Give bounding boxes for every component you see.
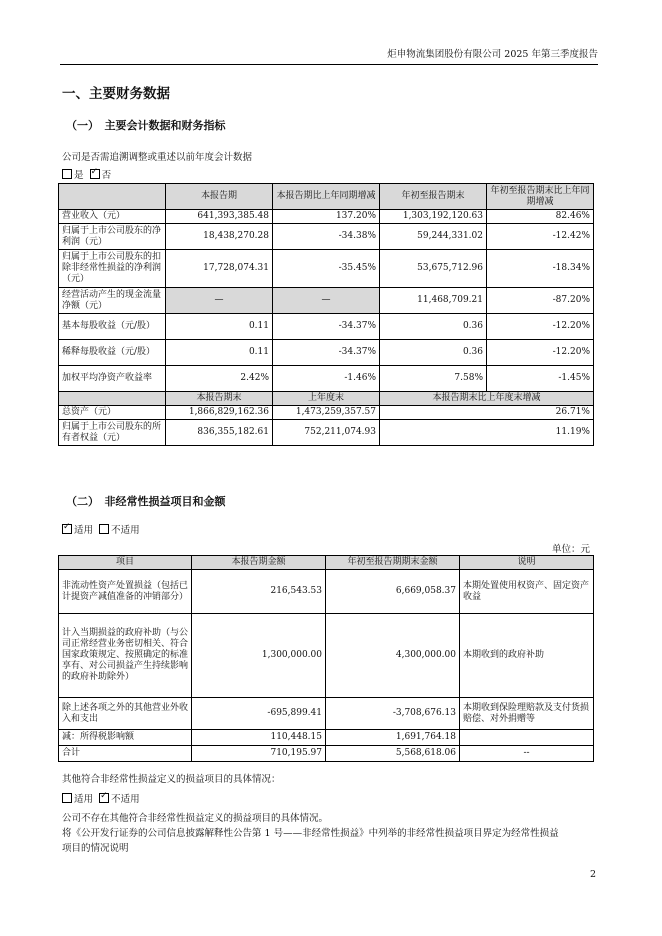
not-apply-checkbox[interactable]: [99, 524, 109, 534]
t1-header-3: 年初至报告期末: [380, 184, 487, 210]
other-not-apply-checkbox[interactable]: [99, 793, 109, 803]
t1-cell: 1,473,259,357.57: [273, 406, 380, 420]
t1-header2-1: 本报告期末: [166, 392, 273, 406]
t2-cell: 1,691,764.18: [326, 730, 460, 746]
t1-header-1: 本报告期: [166, 184, 273, 210]
other-not-apply-label: 不适用: [111, 794, 140, 805]
table-row: [59, 366, 594, 392]
t2-cell: 非流动性资产处置损益（包括已计提资产减值准备的冲销部分）: [59, 570, 192, 614]
note-line-2: 项目的情况说明: [62, 843, 129, 854]
table-row: [59, 406, 594, 420]
t2-cell: 5,568,618.06: [326, 746, 460, 762]
t2-cell: [460, 730, 594, 746]
other-items-line: 其他符合非经常性损益定义的损益项目的具体情况：: [62, 774, 281, 785]
apply-label: 适用: [74, 525, 94, 536]
t2-cell: 减：所得税影响额: [59, 730, 192, 746]
t1-cell: 752,211,074.93: [273, 420, 380, 446]
t2-cell: 110,448.15: [192, 730, 326, 746]
table-row: [59, 288, 594, 314]
t2-cell: 合计: [59, 746, 192, 762]
t1-cell: 17,728,074.31: [166, 250, 273, 288]
table-row: [59, 570, 594, 614]
t1-cell: 82.46%: [487, 210, 594, 224]
t1-header-4: 年初至报告期末比上年同期增减: [487, 184, 594, 210]
t2-header-0: 项目: [59, 556, 192, 570]
t1-cell: 11.19%: [380, 420, 594, 446]
table-row: [59, 746, 594, 762]
unit-label: 单位：元: [551, 544, 590, 555]
t1-cell: 稀释每股收益（元/股）: [59, 340, 166, 366]
t1-cell: 营业收入（元）: [59, 210, 166, 224]
t1-cell: —: [166, 288, 273, 314]
table-row: [59, 730, 594, 746]
t2-cell: --: [460, 746, 594, 762]
t2-header-2: 年初至报告期期末金额: [326, 556, 460, 570]
t2-cell: 4,300,000.00: [326, 614, 460, 698]
t2-cell: 本期处置使用权资产、固定资产收益: [460, 570, 594, 614]
t1-cell: 1,866,829,162.36: [166, 406, 273, 420]
t1-cell: -12.20%: [487, 314, 594, 340]
restate-options: [62, 167, 111, 181]
t2-cell: 1,300,000.00: [192, 614, 326, 698]
t1-cell: 基本每股收益（元/股）: [59, 314, 166, 340]
t1-header-0: [59, 184, 166, 210]
t1-cell: 归属于上市公司股东的扣除非经常性损益的净利润（元）: [59, 250, 166, 288]
t1-cell: 2.42%: [166, 366, 273, 392]
t1-cell: -34.37%: [273, 314, 380, 340]
t2-cell: 本期收到的政府补助: [460, 614, 594, 698]
subsection-1-title: （一） 主要会计数据和财务指标: [66, 119, 226, 132]
t1-cell: 0.11: [166, 314, 273, 340]
t1-cell: -1.46%: [273, 366, 380, 392]
t1-cell: -35.45%: [273, 250, 380, 288]
t1-cell: 0.36: [380, 314, 487, 340]
t2-cell: -3,708,676.13: [326, 698, 460, 730]
t1-cell: -34.38%: [273, 224, 380, 250]
t1-cell: 总资产（元）: [59, 406, 166, 420]
t1-cell: 26.71%: [380, 406, 594, 420]
table-row: [59, 614, 594, 698]
table-row: [59, 698, 594, 730]
table-row: [59, 420, 594, 446]
t1-header-2: 本报告期比上年同期增减: [273, 184, 380, 210]
table-row: [59, 250, 594, 288]
apply-checkbox[interactable]: [62, 524, 72, 534]
t1-cell: -18.34%: [487, 250, 594, 288]
t1-cell: 归属于上市公司股东的净利润（元）: [59, 224, 166, 250]
non-recurring-items-table: [58, 555, 594, 762]
t1-cell: 加权平均净资产收益率: [59, 366, 166, 392]
restate-no-label: 否: [101, 170, 112, 181]
t2-cell: 216,543.53: [192, 570, 326, 614]
t2-header-3: 说明: [460, 556, 594, 570]
table-row: [59, 314, 594, 340]
t1-cell: 1,303,192,120.63: [380, 210, 487, 224]
subsection-2-title: （二） 非经常性损益项目和金额: [66, 495, 226, 508]
table-row: [59, 210, 594, 224]
t1-cell: —: [273, 288, 380, 314]
t2-cell: 除上述各项之外的其他营业外收入和支出: [59, 698, 192, 730]
t2-header-1: 本报告期金额: [192, 556, 326, 570]
t1-cell: 7.58%: [380, 366, 487, 392]
t1-cell: 0.36: [380, 340, 487, 366]
t1-header2-0: [59, 392, 166, 406]
table-row: [59, 224, 594, 250]
t1-cell: 836,355,182.61: [166, 420, 273, 446]
t1-cell: 641,393,385.48: [166, 210, 273, 224]
t1-header2-2: 上年度末: [273, 392, 380, 406]
not-apply-label: 不适用: [111, 525, 140, 536]
report-header-title: 炬申物流集团股份有限公司 2025 年第三季度报告: [387, 49, 598, 60]
t1-cell: 经营活动产生的现金流量净额（元）: [59, 288, 166, 314]
note-line: 将《公开发行证券的公司信息披露解释性公告第 1 号——非经常性损益》中列举的非经常性损益项目界定为经常性损益: [62, 828, 559, 839]
page-number: 2: [589, 869, 596, 880]
t1-cell: 18,438,270.28: [166, 224, 273, 250]
restate-question: 公司是否需追溯调整或重述以前年度会计数据: [62, 152, 253, 163]
t1-cell: 11,468,709.21: [380, 288, 487, 314]
t1-cell: 归属于上市公司股东的所有者权益（元）: [59, 420, 166, 446]
key-financial-data-table: [58, 183, 594, 446]
t2-cell: -695,899.41: [192, 698, 326, 730]
t1-cell: -12.42%: [487, 224, 594, 250]
section-title: 一、主要财务数据: [62, 86, 170, 102]
t1-cell: 59,244,331.02: [380, 224, 487, 250]
apply-options: [62, 522, 140, 536]
restate-no-checkbox[interactable]: [90, 169, 100, 179]
table-row: [59, 340, 594, 366]
t1-cell: 137.20%: [273, 210, 380, 224]
t1-header2-3: 本报告期末比上年度末增减: [380, 392, 594, 406]
t1-cell: 0.11: [166, 340, 273, 366]
other-items-text: 公司不存在其他符合非经常性损益定义的损益项目的具体情况。: [62, 813, 329, 824]
other-apply-label: 适用: [74, 794, 94, 805]
restate-yes-checkbox[interactable]: [62, 169, 72, 179]
t1-cell: -34.37%: [273, 340, 380, 366]
t1-cell: -12.20%: [487, 340, 594, 366]
t2-cell: 计入当期损益的政府补助（与公司正常经营业务密切相关、符合国家政策规定、按照确定的标准享有、对公司损益产生持续影响的政府补助除外）: [59, 614, 192, 698]
header-divider: [60, 64, 598, 65]
t2-cell: 6,669,058.37: [326, 570, 460, 614]
restate-yes-label: 是: [74, 170, 84, 181]
t1-cell: 53,675,712.96: [380, 250, 487, 288]
t2-cell: 710,195.97: [192, 746, 326, 762]
other-apply-checkbox[interactable]: [62, 793, 72, 803]
t1-cell: -87.20%: [487, 288, 594, 314]
t1-cell: -1.45%: [487, 366, 594, 392]
other-items-apply-options: [62, 791, 140, 805]
t2-cell: 本期收到保险理赔款及支付货损赔偿、对外捐赠等: [460, 698, 594, 730]
